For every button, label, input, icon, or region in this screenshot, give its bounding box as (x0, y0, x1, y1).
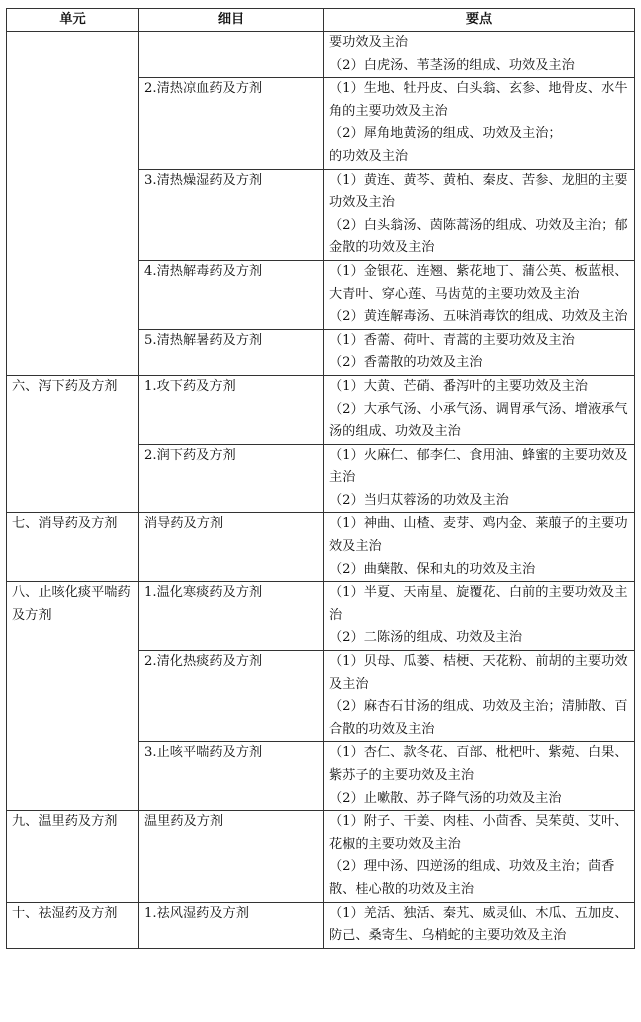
point-line: （1）半夏、天南星、旋覆花、白前的主要功效及主治 (329, 585, 628, 623)
header-unit: 单元 (7, 9, 139, 32)
unit-cell: 七、消导药及方剂 (7, 513, 139, 582)
table-row (7, 32, 635, 78)
point-line: （2）黄连解毒汤、五味消毒饮的组成、功效及主治 (329, 309, 628, 325)
point-line: （1）大黄、芒硝、番泻叶的主要功效及主治 (329, 378, 588, 394)
table-body (7, 32, 635, 949)
header-detail: 细目 (139, 9, 324, 32)
points-cell (324, 444, 635, 513)
table-row (7, 513, 635, 582)
point-line: （2）香薷散的功效及主治 (329, 355, 483, 371)
point-line: 的功效及主治 (329, 148, 409, 164)
point-line: （1）黄连、黄芩、黄柏、秦皮、苦参、龙胆的主要功效及主治 (329, 172, 628, 211)
table-header (7, 9, 635, 32)
point-line: （1）杏仁、款冬花、百部、枇杷叶、紫菀、白果、紫苏子的主要功效及主治 (329, 745, 628, 783)
point-line: （2）大承气汤、小承气汤、调胃承气汤、增液承气汤的组成、功效及主治 (329, 401, 628, 440)
point-line: （2）当归苁蓉汤的功效及主治 (329, 492, 509, 508)
detail-cell: 1.攻下药及方剂 (139, 375, 324, 444)
point-line: （1）香薷、荷叶、青蒿的主要功效及主治 (329, 332, 575, 348)
detail-cell: 温里药及方剂 (139, 811, 324, 902)
table-row (7, 582, 635, 651)
points-cell (324, 260, 635, 329)
detail-cell: 1.祛风湿药及方剂 (139, 902, 324, 948)
unit-cell: 十、祛湿药及方剂 (7, 902, 139, 948)
unit-cell (7, 32, 139, 376)
points-cell (324, 329, 635, 375)
points-cell (324, 375, 635, 444)
point-line: （2）止嗽散、苏子降气汤的功效及主治 (329, 790, 562, 806)
point-line: （1）附子、干姜、肉桂、小茴香、吴茱萸、艾叶、花椒的主要功效及主治 (329, 814, 628, 852)
points-cell (324, 582, 635, 651)
point-line: （2）麻杏石甘汤的组成、功效及主治；清肺散、百合散的功效及主治 (329, 699, 628, 737)
unit-cell: 九、温里药及方剂 (7, 811, 139, 902)
detail-cell: 消导药及方剂 (139, 513, 324, 582)
header-row (7, 9, 635, 32)
header-points: 要点 (324, 9, 635, 32)
point-line: （1）金银花、连翘、紫花地丁、蒲公英、板蓝根、大青叶、穿心莲、马齿苋的主要功效及主治 (329, 263, 628, 302)
point-line: （2）理中汤、四逆汤的组成、功效及主治；茴香散、桂心散的功效及主治 (329, 859, 615, 897)
points-cell (324, 169, 635, 260)
point-line: （2）二陈汤的组成、功效及主治 (329, 630, 523, 646)
detail-cell: 2.清化热痰药及方剂 (139, 651, 324, 742)
point-line: （2）犀角地黄汤的组成、功效及主治； (329, 126, 562, 142)
points-cell (324, 811, 635, 902)
detail-cell (139, 32, 324, 78)
table-row (7, 811, 635, 902)
point-line: （2）白头翁汤、茵陈蒿汤的组成、功效及主治；郁金散的功效及主治 (329, 217, 628, 256)
detail-cell: 3.清热燥湿药及方剂 (139, 169, 324, 260)
point-line: （1）生地、牡丹皮、白头翁、玄参、地骨皮、水牛角的主要功效及主治 (329, 81, 628, 119)
point-line: 要功效及主治 (329, 35, 409, 50)
points-cell (324, 32, 635, 78)
point-line: （1）神曲、山楂、麦芽、鸡内金、莱菔子的主要功效及主治 (329, 516, 628, 555)
detail-cell: 2.清热凉血药及方剂 (139, 78, 324, 169)
detail-cell: 1.温化寒痰药及方剂 (139, 582, 324, 651)
points-cell (324, 902, 635, 948)
detail-cell: 2.润下药及方剂 (139, 444, 324, 513)
syllabus-table (6, 8, 635, 949)
detail-cell: 5.清热解暑药及方剂 (139, 329, 324, 375)
points-cell (324, 513, 635, 582)
point-line: （2）曲蘖散、保和丸的功效及主治 (329, 561, 536, 577)
detail-cell: 3.止咳平喘药及方剂 (139, 742, 324, 811)
point-line: （2）白虎汤、苇茎汤的组成、功效及主治 (329, 57, 575, 73)
point-line: （1）羌活、独活、秦艽、威灵仙、木瓜、五加皮、防己、桑寄生、乌梢蛇的主要功效及主治 (329, 905, 628, 944)
point-line: （1）火麻仁、郁李仁、食用油、蜂蜜的主要功效及主治 (329, 447, 628, 486)
detail-cell: 4.清热解毒药及方剂 (139, 260, 324, 329)
points-cell (324, 78, 635, 169)
table-row (7, 375, 635, 444)
points-cell (324, 742, 635, 811)
unit-cell: 八、止咳化痰平喘药及方剂 (7, 582, 139, 811)
table-row (7, 902, 635, 948)
unit-cell: 六、泻下药及方剂 (7, 375, 139, 513)
point-line: （1）贝母、瓜蒌、桔梗、天花粉、前胡的主要功效及主治 (329, 654, 628, 692)
points-cell (324, 651, 635, 742)
